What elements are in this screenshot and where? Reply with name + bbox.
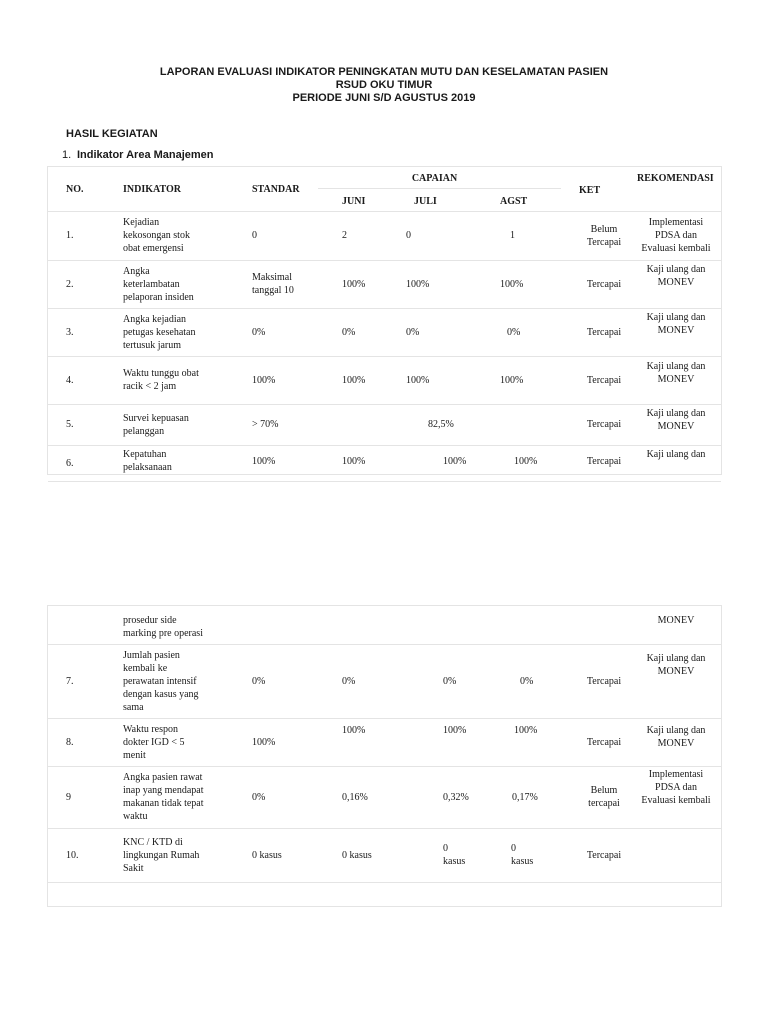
cell-std <box>252 326 265 339</box>
table-row <box>48 644 721 719</box>
cell-ket-line: Tercapai <box>586 419 622 430</box>
cell-std <box>252 271 294 297</box>
cell-ket-line: Belum <box>590 785 618 796</box>
cell-capaian-merged: 82,5% <box>428 419 454 430</box>
cell-ind-line: Kepatuhan <box>123 449 167 460</box>
header-standar: STANDAR <box>252 184 300 195</box>
cell-rek-line: Evaluasi kembali <box>641 243 711 254</box>
table-row <box>48 356 721 405</box>
cell-agst-line: 0 <box>511 843 516 854</box>
cell-std-line: 0% <box>252 675 266 687</box>
cell-rek <box>631 724 721 750</box>
cell-rek <box>631 360 721 386</box>
cell-juni <box>342 229 347 242</box>
cell-juli <box>443 455 466 468</box>
cell-ind-line: tertusuk jarum <box>123 339 182 351</box>
cell-juli-line: 0 <box>443 843 448 854</box>
table-row <box>48 445 721 482</box>
cell-juni-line: 100% <box>342 374 366 386</box>
cell-ind <box>123 448 172 474</box>
cell-no: 6. <box>66 457 74 469</box>
report-title: LAPORAN EVALUASI INDIKATOR PENINGKATAN MUTU DAN KESELAMATAN PASIEN <box>159 66 609 78</box>
cell-ind <box>123 216 190 255</box>
cell-juni-line: 0 kasus <box>342 849 372 861</box>
cell-agst-line: 100% <box>500 278 524 290</box>
report-period: PERIODE JUNI S/D AGUSTUS 2019 <box>292 92 476 104</box>
cell-std <box>252 418 278 431</box>
cell-ind-line: Jumlah pasien <box>123 649 180 661</box>
cell-std <box>252 849 282 862</box>
table-row <box>48 606 721 645</box>
cell-ket <box>575 223 633 249</box>
header-capaian-divider <box>318 188 561 189</box>
cell-rek-line: Kaji ulang dan <box>646 264 706 275</box>
cell-ind-line: keterlambatan <box>123 278 180 290</box>
cell-juni <box>342 326 355 339</box>
cell-ind <box>123 265 194 304</box>
cell-ket-line: Tercapai <box>586 374 622 386</box>
cell-no: 9 <box>66 791 71 803</box>
cell-ind-line: Kejadian <box>123 217 160 228</box>
cell-agst-line: 100% <box>514 725 538 736</box>
cell-ind <box>123 836 199 875</box>
header-indikator: INDIKATOR <box>123 184 181 195</box>
cell-juli <box>443 842 465 868</box>
cell-rek-line: Implementasi <box>648 217 704 228</box>
table-header-row <box>48 167 721 212</box>
cell-agst <box>500 374 523 387</box>
cell-std-line: 0% <box>252 791 266 803</box>
cell-no: 7. <box>66 675 74 687</box>
cell-rek-line: MONEV <box>657 666 695 677</box>
cell-std-line: 0 <box>252 230 257 241</box>
section-heading: HASIL KEGIATAN <box>66 128 158 140</box>
cell-rek-line: MONEV <box>657 374 695 385</box>
cell-ind <box>123 649 199 714</box>
cell-ind-line: marking pre operasi <box>123 628 203 639</box>
cell-ket <box>575 418 633 431</box>
cell-juni <box>342 791 368 804</box>
cell-ket-line: Tercapai <box>586 236 622 248</box>
cell-ind <box>123 313 195 352</box>
indicator-table-page2 <box>47 605 722 907</box>
cell-agst-line: 100% <box>500 374 524 386</box>
cell-juli-line: 100% <box>443 456 467 467</box>
cell-juni <box>342 675 355 688</box>
cell-rek <box>631 263 721 289</box>
cell-agst <box>510 229 515 242</box>
cell-juli-line: 100% <box>443 725 467 736</box>
cell-rek <box>631 407 721 433</box>
cell-ind-line: dokter IGD < 5 <box>123 736 185 748</box>
cell-std <box>252 791 265 804</box>
cell-juli <box>406 326 419 339</box>
cell-agst-line: 0,17% <box>512 791 538 803</box>
table-row <box>48 308 721 357</box>
cell-ket-line: Tercapai <box>586 326 622 338</box>
cell-rek <box>631 216 721 255</box>
header-juni: JUNI <box>342 196 366 207</box>
cell-ind-line: Survei kepuasan <box>123 412 189 424</box>
cell-ind-line: pelanggan <box>123 425 165 437</box>
cell-rek-line: Kaji ulang dan <box>646 725 706 736</box>
cell-rek-line: Kaji ulang dan <box>646 408 706 419</box>
cell-rek-line: MONEV <box>657 738 695 749</box>
cell-no: 10. <box>66 849 79 861</box>
cell-ind-line: Angka kejadian <box>123 313 187 325</box>
cell-juni <box>342 278 365 291</box>
cell-ind-line: pelaporan insiden <box>123 291 194 303</box>
cell-std-line: Maksimal <box>252 272 292 283</box>
cell-ket <box>575 326 633 339</box>
cell-ind-line: obat emergensi <box>123 243 184 254</box>
cell-rek <box>631 652 721 678</box>
cell-juli <box>443 791 469 804</box>
cell-rek <box>631 614 721 627</box>
cell-std <box>252 229 257 242</box>
cell-juli <box>443 724 466 737</box>
table-row <box>48 211 721 261</box>
cell-no: 4. <box>66 374 74 386</box>
cell-agst-line: 1 <box>510 230 515 241</box>
cell-std <box>252 374 275 387</box>
cell-juli-line: 0% <box>406 326 420 338</box>
cell-ind-line: kekosongan stok <box>123 230 190 241</box>
cell-std <box>252 455 275 468</box>
cell-ket <box>575 849 633 862</box>
cell-agst <box>512 791 538 804</box>
cell-ind-line: prosedur side <box>123 615 177 626</box>
header-agst: AGST <box>500 196 528 207</box>
cell-juni-line: 100% <box>342 278 366 290</box>
cell-juni-line: 0% <box>342 675 356 687</box>
cell-agst <box>511 842 533 868</box>
cell-juli-line: 100% <box>406 374 430 386</box>
cell-std <box>252 736 275 749</box>
cell-agst <box>514 724 537 737</box>
subsection-number: 1. <box>62 149 72 161</box>
cell-rek <box>631 311 721 337</box>
cell-juli-line: 0 <box>406 230 411 241</box>
cell-std-line: 0% <box>252 326 266 338</box>
cell-std <box>252 675 265 688</box>
cell-ind-line: Sakit <box>123 862 144 874</box>
cell-ket <box>575 455 633 468</box>
cell-ind-line: dengan kasus yang <box>123 688 199 700</box>
cell-agst <box>514 455 537 468</box>
cell-ind-line: Angka pasien rawat <box>123 772 203 783</box>
cell-no: 1. <box>66 230 74 241</box>
cell-std-line: > 70% <box>252 419 279 430</box>
cell-ind-line: racik < 2 jam <box>123 381 177 392</box>
cell-rek <box>631 768 721 807</box>
cell-ind-line: petugas kesehatan <box>123 326 196 338</box>
cell-ind <box>123 614 203 640</box>
cell-ind-line: inap yang mendapat <box>123 785 204 796</box>
cell-agst-line: 0% <box>507 326 521 338</box>
cell-ind-line: makanan tidak tepat <box>123 798 204 809</box>
cell-ind-line: KNC / KTD di <box>123 836 183 848</box>
cell-ind-line: perawatan intensif <box>123 675 197 687</box>
cell-ind-line: Waktu respon <box>123 723 179 735</box>
cell-std-line: 100% <box>252 736 276 748</box>
cell-rek-line: Evaluasi kembali <box>641 795 711 806</box>
cell-ind-line: pelaksanaan <box>123 462 172 473</box>
cell-ket-line: Tercapai <box>586 675 622 687</box>
cell-ket-line: Tercapai <box>586 278 622 290</box>
cell-juli <box>406 374 429 387</box>
cell-ind-line: kembali ke <box>123 662 168 674</box>
cell-rek-line: PDSA dan <box>655 782 697 793</box>
cell-ket-line: Belum <box>590 223 618 235</box>
header-ket: KET <box>579 185 601 196</box>
table-row <box>48 260 721 309</box>
cell-ind-line: sama <box>123 701 144 713</box>
cell-juli-line: 100% <box>406 278 430 290</box>
cell-juni-line: 0% <box>342 326 356 338</box>
cell-ket <box>575 374 633 387</box>
cell-ind <box>123 367 199 393</box>
cell-rek-line: Implementasi <box>648 769 704 780</box>
cell-juli <box>406 278 429 291</box>
cell-ket-line: Tercapai <box>586 849 622 861</box>
cell-juni <box>342 374 365 387</box>
cell-ket <box>575 278 633 291</box>
cell-juni <box>342 849 372 862</box>
cell-std-line: tanggal 10 <box>252 285 294 296</box>
cell-ket-line: Tercapai <box>586 736 622 748</box>
cell-juli-line: 0% <box>443 675 457 687</box>
cell-rek-line: Kaji ulang dan <box>646 653 706 664</box>
cell-ind-line: menit <box>123 749 146 761</box>
cell-agst-line: 0% <box>520 675 534 687</box>
cell-no: 8. <box>66 736 74 748</box>
cell-ket-line: Tercapai <box>586 456 622 467</box>
cell-juli-line: kasus <box>443 856 466 867</box>
header-capaian: CAPAIAN <box>411 173 458 184</box>
cell-no: 2. <box>66 278 74 290</box>
cell-ind-line: waktu <box>123 811 148 822</box>
cell-rek-line: Kaji ulang dan <box>646 449 706 460</box>
cell-ket <box>575 675 633 688</box>
cell-ket-line: tercapai <box>588 798 620 809</box>
cell-std-line: 100% <box>252 456 276 467</box>
cell-agst <box>520 675 533 688</box>
cell-ind <box>123 723 184 762</box>
subsection-title: Indikator Area Manajemen <box>77 149 214 161</box>
cell-ket <box>575 784 633 810</box>
header-no: NO. <box>66 184 84 195</box>
cell-juni-line: 2 <box>342 230 347 241</box>
cell-ind <box>123 412 189 438</box>
header-juli: JULI <box>414 196 437 207</box>
report-hospital: RSUD OKU TIMUR <box>335 79 433 91</box>
table-row <box>48 766 721 829</box>
cell-std-line: 100% <box>252 374 276 386</box>
cell-ind-line: lingkungan Rumah <box>123 849 200 861</box>
cell-rek-line: MONEV <box>657 325 695 336</box>
cell-agst-line: kasus <box>511 856 534 867</box>
cell-rek-line: MONEV <box>657 421 695 432</box>
cell-agst <box>507 326 520 339</box>
header-rekomendasi: REKOMENDASI <box>637 173 714 184</box>
table-row <box>48 718 721 767</box>
cell-juni <box>342 455 365 468</box>
cell-no: 5. <box>66 419 74 430</box>
cell-std-line: 0 kasus <box>252 849 282 861</box>
table-row <box>48 828 721 883</box>
cell-rek-line: Kaji ulang dan <box>646 312 706 323</box>
cell-juli <box>406 229 411 242</box>
cell-juni-line: 100% <box>342 725 366 736</box>
cell-juli-line: 0,32% <box>443 791 469 803</box>
table-row <box>48 404 721 446</box>
cell-agst <box>500 278 523 291</box>
cell-agst-line: 100% <box>514 456 538 467</box>
cell-rek <box>631 448 721 461</box>
cell-no: 3. <box>66 326 74 338</box>
cell-ind-line: Waktu tunggu obat <box>123 368 199 379</box>
cell-juni-line: 0,16% <box>342 791 368 803</box>
cell-rek-line: Kaji ulang dan <box>646 361 706 372</box>
cell-rek-line: PDSA dan <box>655 230 697 241</box>
cell-ind <box>123 771 204 823</box>
cell-ind-line: Angka <box>123 265 150 277</box>
cell-juli <box>443 675 456 688</box>
cell-juni <box>342 724 365 737</box>
cell-rek-line: MONEV <box>657 277 695 288</box>
cell-juni-line: 100% <box>342 456 366 467</box>
cell-ket <box>575 736 633 749</box>
cell-rek-line: MONEV <box>657 615 695 626</box>
indicator-table-page1 <box>47 166 722 475</box>
